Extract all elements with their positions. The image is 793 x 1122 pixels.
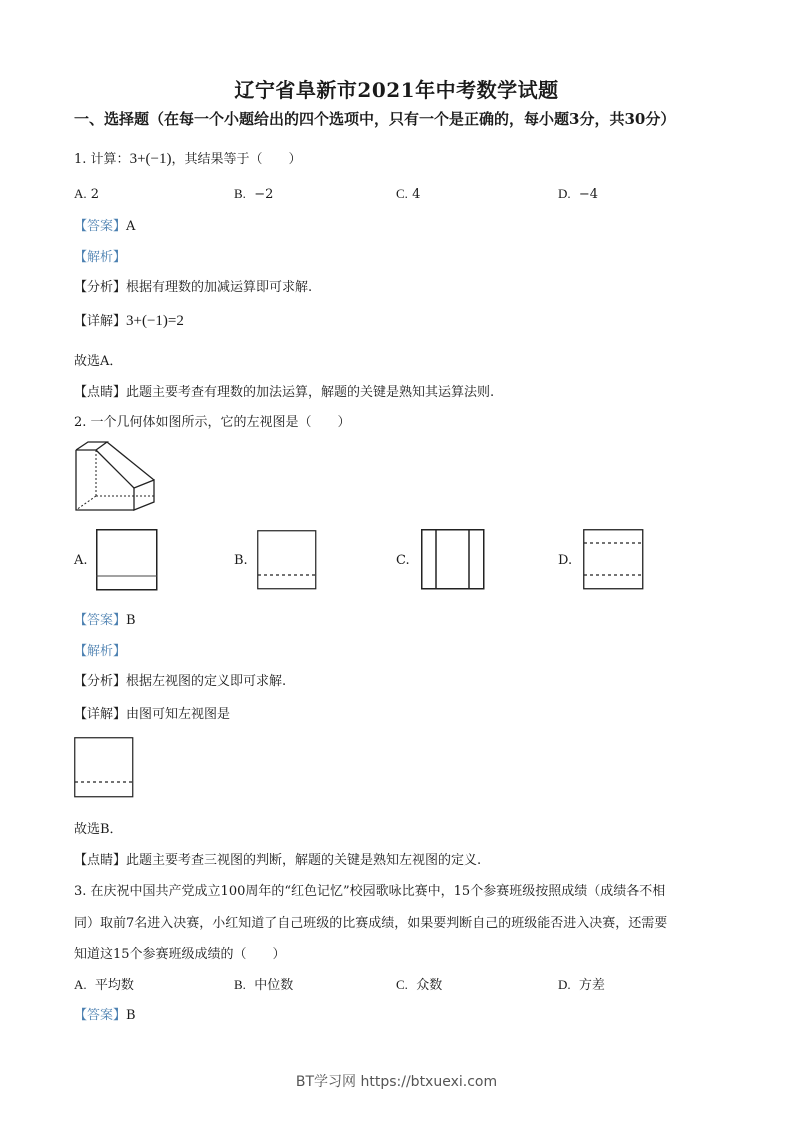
q3-option-c: C. 众数 bbox=[396, 977, 443, 993]
question-number: 1. bbox=[74, 152, 87, 167]
question-1-stem bbox=[74, 148, 302, 168]
question-3-stem-line-2: 同）取前7名进入决赛，小红知道了自己班级的比赛成绩，如果要判断自己的班级能否进入决赛，还需要 bbox=[74, 916, 668, 931]
q3-option-d: D. 方差 bbox=[558, 977, 605, 993]
q2-solution-figure bbox=[74, 737, 136, 799]
page-title: 辽宁省阜新市2021年中考数学试题 bbox=[234, 78, 559, 102]
q2-conclusion: 故选B． bbox=[74, 822, 123, 837]
q2-option-c-figure bbox=[421, 529, 485, 591]
question-stem-prefix: 计算： bbox=[90, 152, 130, 167]
q1-option-d: D. −4 bbox=[558, 186, 599, 202]
q1-option-b: B. −2 bbox=[234, 186, 274, 202]
q2-option-a-label: A. bbox=[74, 553, 88, 568]
solid-figure bbox=[76, 440, 158, 512]
q1-option-a: A. 2 bbox=[74, 186, 100, 202]
q2-detail: 【详解】由图可知左视图是 bbox=[74, 707, 231, 722]
q2-option-a-figure bbox=[96, 529, 158, 591]
answer-value: A bbox=[126, 219, 136, 234]
question-2-stem: 2. 一个几何体如图所示，它的左视图是（ ） bbox=[74, 415, 351, 430]
q2-analysis-label: 【解析】 bbox=[74, 644, 127, 659]
q3-option-b: B. 中位数 bbox=[234, 977, 294, 993]
q2-option-b-figure bbox=[257, 530, 319, 592]
footer-watermark: BT学习网 https://btxuexi.com bbox=[295, 1074, 498, 1090]
q1-breakdown: 【分析】根据有理数的加减运算即可求解. bbox=[74, 280, 313, 295]
q1-answer bbox=[74, 215, 135, 234]
q2-option-c-label: C. bbox=[396, 553, 410, 568]
q2-option-d-figure bbox=[583, 529, 645, 591]
question-3-stem-line-3: 知道这15个参赛班级成绩的（ ） bbox=[74, 947, 286, 962]
q1-comment: 【点睛】此题主要考查有理数的加法运算，解题的关键是熟知其运算法则. bbox=[74, 385, 495, 400]
question-3-stem-line-1: 3. 在庆祝中国共产党成立100周年的“红色记忆”校园歌咏比赛中，15个参赛班级按照成绩（成绩各不相 bbox=[74, 884, 666, 899]
q1-detail: 【详解】3+(−1)=2 bbox=[74, 313, 184, 329]
q2-answer: 【答案】B bbox=[74, 613, 136, 628]
q2-breakdown: 【分析】根据左视图的定义即可求解. bbox=[74, 674, 287, 689]
q1-option-c: C. 4 bbox=[396, 186, 421, 202]
q3-option-a: A. 平均数 bbox=[74, 977, 134, 993]
q2-option-d-label: D. bbox=[558, 553, 573, 568]
question-math: 3+(−1) bbox=[129, 151, 172, 167]
q1-conclusion: 故选A． bbox=[74, 354, 123, 369]
section-heading: 一、选择题（在每一个小题给出的四个选项中，只有一个是正确的，每小题3分，共30分） bbox=[74, 110, 676, 128]
q1-analysis-label: 【解析】 bbox=[74, 250, 127, 265]
q2-comment: 【点睛】此题主要考查三视图的判断，解题的关键是熟知左视图的定义. bbox=[74, 853, 482, 868]
q3-answer: 【答案】B bbox=[74, 1008, 136, 1023]
answer-label: 【答案】 bbox=[74, 219, 127, 234]
question-stem-suffix: ，其结果等于（ ） bbox=[171, 152, 302, 167]
q2-option-b-label: B. bbox=[234, 553, 248, 568]
